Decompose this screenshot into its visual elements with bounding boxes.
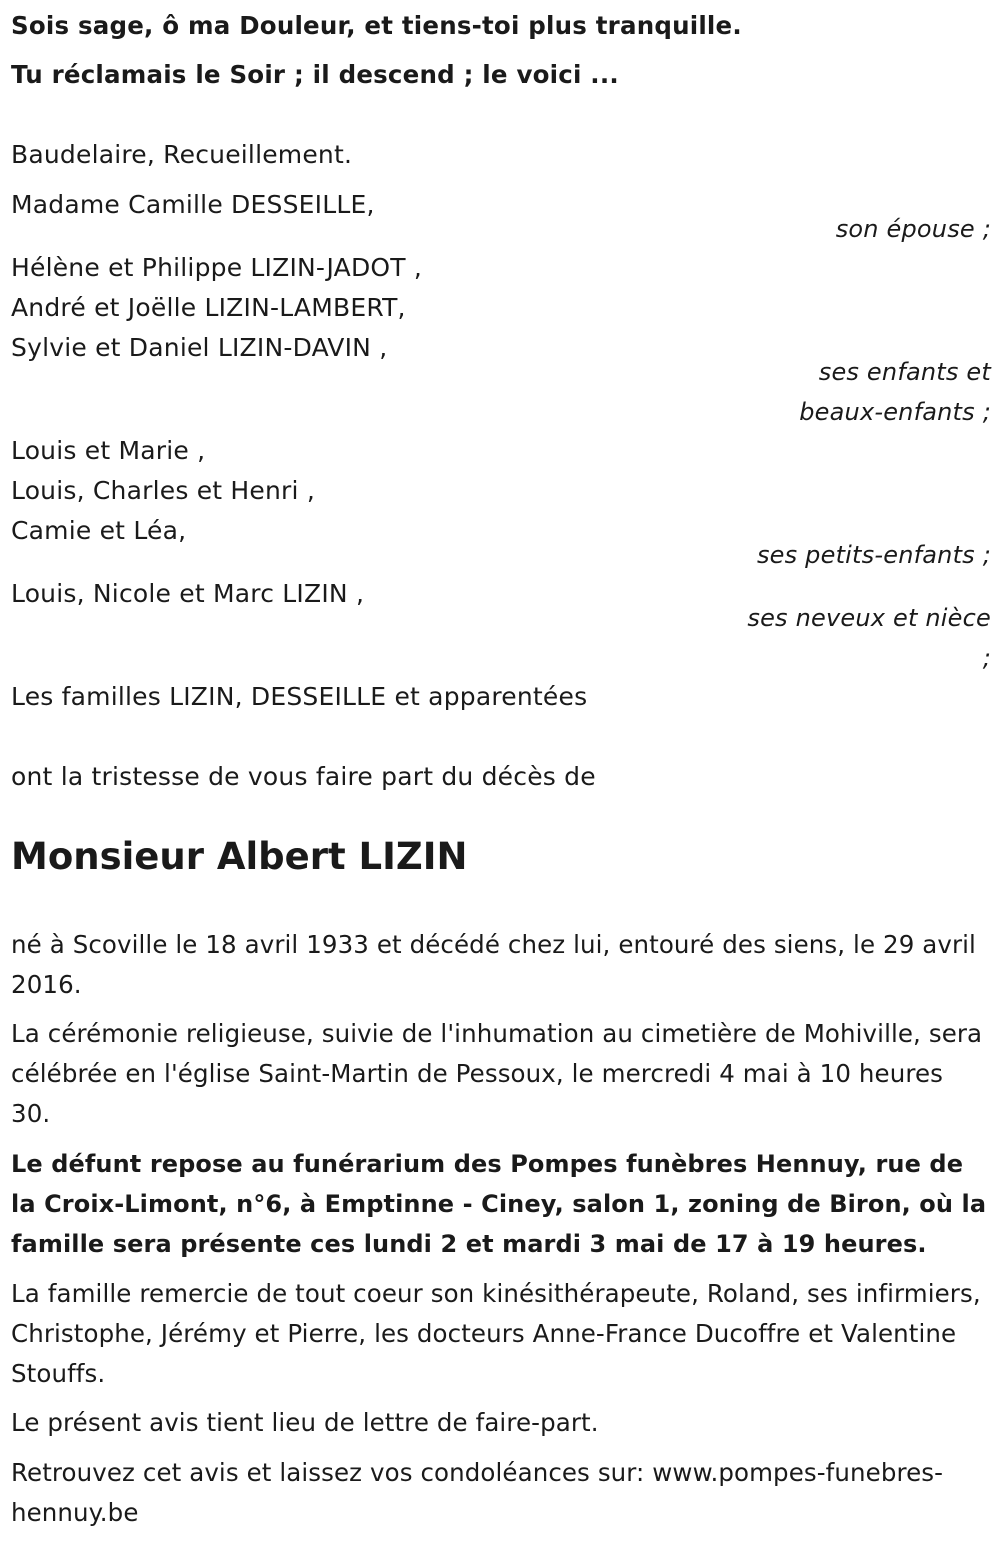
spouse-role: son épouse ; bbox=[835, 215, 991, 243]
grandchild-1: Louis et Marie , bbox=[11, 436, 206, 465]
nephews-role-line-1: ses neveux et nièce bbox=[747, 604, 991, 632]
child-1: Hélène et Philippe LIZIN-JADOT , bbox=[11, 253, 423, 282]
poem-line-2: Tu réclamais le Soir ; il descend ; le voici ... bbox=[11, 60, 619, 89]
website-paragraph: Retrouvez cet avis et laissez vos condoléances sur: www.pompes-funebres-hennuy.be bbox=[11, 1458, 944, 1527]
grandchildren-role: ses petits-enfants ; bbox=[756, 541, 991, 569]
spouse-name: Madame Camille DESSEILLE, bbox=[11, 190, 375, 219]
deceased-name: Monsieur Albert LIZIN bbox=[11, 835, 468, 878]
nephews-role-line-2: ; bbox=[982, 644, 991, 672]
grandchild-3: Camie et Léa, bbox=[11, 516, 187, 545]
notice-paragraph: Le présent avis tient lieu de lettre de faire-part. bbox=[11, 1408, 599, 1437]
families: Les familles LIZIN, DESSEILLE et apparentées bbox=[11, 682, 588, 711]
birth-death-paragraph: né à Scoville le 18 avril 1933 et décédé chez lui, entouré des siens, le 29 avril 2016. bbox=[11, 930, 976, 999]
nephews: Louis, Nicole et Marc LIZIN , bbox=[11, 579, 365, 608]
thanks-paragraph: La famille remercie de tout coeur son kinésithérapeute, Roland, ses infirmiers, Christophe, Jérémy et Pierre, les docteurs Anne-France Ducoffre et Valentine Stouffs. bbox=[11, 1279, 981, 1388]
announcement: ont la tristesse de vous faire part du décès de bbox=[11, 762, 596, 791]
children-role-line-2: beaux-enfants ; bbox=[799, 398, 991, 426]
child-3: Sylvie et Daniel LIZIN-DAVIN , bbox=[11, 333, 388, 362]
ceremony-paragraph: La cérémonie religieuse, suivie de l'inhumation au cimetière de Mohiville, sera célébrée en l'église Saint-Martin de Pessoux, le mercredi 4 mai à 10 heures 30. bbox=[11, 1019, 983, 1128]
children-role-line-1: ses enfants et bbox=[818, 358, 991, 386]
child-2: André et Joëlle LIZIN-LAMBERT, bbox=[11, 293, 406, 322]
funerarium-paragraph: Le défunt repose au funérarium des Pompes funèbres Hennuy, rue de la Croix-Limont, n°6, à Emptinne - Ciney, salon 1, zoning de Biron, où la famille sera présente ces lundi 2 et mardi 3 mai de 17 à 19 heures. bbox=[11, 1150, 987, 1258]
poem-line-1: Sois sage, ô ma Douleur, et tiens-toi plus tranquille. bbox=[11, 11, 742, 40]
poem-source: Baudelaire, Recueillement. bbox=[11, 140, 353, 169]
grandchild-2: Louis, Charles et Henri , bbox=[11, 476, 315, 505]
